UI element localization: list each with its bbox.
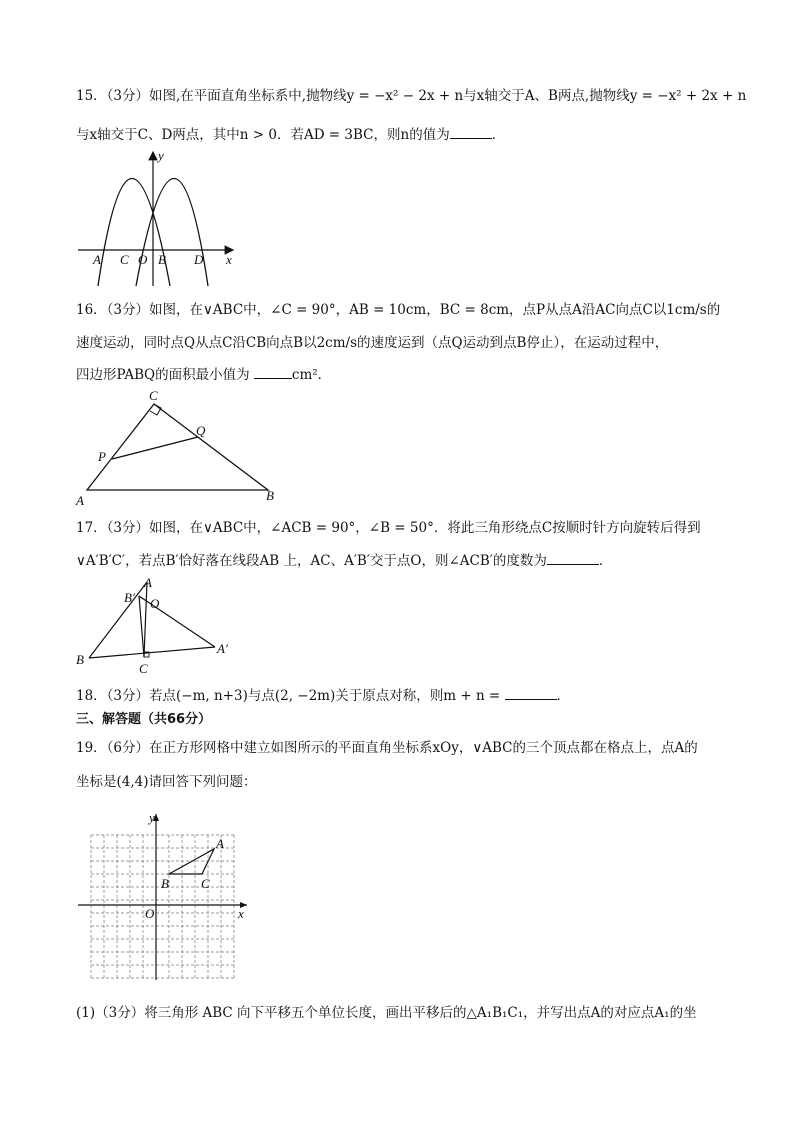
- fig15-label-A: A: [93, 252, 101, 267]
- q16-answer-blank: [254, 364, 292, 379]
- fig19-label-O: O: [145, 906, 155, 921]
- q18-prompt: 18．（3分）若点(−m, n+3)与点(2, −2m)关于原点对称，则m + n =: [76, 688, 501, 704]
- dashed-grid: [91, 835, 234, 978]
- fig15-label-B: B: [158, 252, 166, 267]
- fig16-label-Q: Q: [196, 423, 206, 438]
- fig15-label-O: O: [138, 252, 148, 267]
- segment-BC: [89, 647, 215, 658]
- fig19-label-A: A: [216, 836, 224, 851]
- segment-B1C: [139, 596, 144, 657]
- fig19-label-B: B: [161, 876, 169, 891]
- q16-text-line1: 16．（3分）如图，在∨ABC中，∠C = 90°，AB = 10cm，BC = 8cm，点P从点A沿AC向点C以1cm/s的: [76, 302, 721, 318]
- fig15-label-D: D: [194, 252, 204, 267]
- fig15-label-x: x: [226, 252, 232, 267]
- fig16-label-C: C: [149, 388, 158, 403]
- q15-text-line2: 与x轴交于C、D两点，其中n > 0．若AD = 3BC，则n的值为 ．: [76, 124, 505, 145]
- q19-text-line2: 坐标是(4,4)请回答下列问题：: [76, 774, 257, 790]
- fig16-label-A: A: [76, 493, 84, 506]
- fig17-label-B1: B′: [124, 590, 135, 605]
- q17-prompt: ∨A′B′C′，若点B′恰好落在线段AB 上，AC、A′B′交于点O，则∠ACB′的度数为: [76, 553, 547, 569]
- q17-rotation-figure: [70, 574, 240, 676]
- triangle-ABC: [87, 404, 268, 490]
- fig17-label-O: O: [150, 596, 160, 611]
- fig16-label-P: P: [98, 449, 106, 464]
- q16-unit: cm²．: [291, 367, 332, 383]
- q16-prompt: 四边形PABQ的面积最小值为: [76, 367, 250, 383]
- section-heading: 三、解答题（共66分）: [76, 712, 212, 727]
- q15-parabola-figure: [70, 146, 245, 291]
- q17-answer-blank: [547, 550, 599, 565]
- fig19-label-C: C: [201, 876, 210, 891]
- fig19-label-y: y: [149, 810, 155, 825]
- q19-grid-figure: [72, 808, 252, 988]
- q19-sub1-text: (1)（3分）将三角形 ABC 向下平移五个单位长度，画出平移后的△A₁B₁C₁，并写出点A的对应点A₁的坐: [76, 1005, 697, 1021]
- q15-answer-blank: [450, 124, 492, 139]
- fig17-label-A: A: [144, 575, 152, 590]
- fig17-label-C: C: [139, 661, 148, 676]
- triangle-ABC: [169, 849, 214, 874]
- q16-triangle-figure: [70, 386, 290, 506]
- q18-text: 18．（3分）若点(−m, n+3)与点(2, −2m)关于原点对称，则m + n = ．: [76, 685, 570, 706]
- segment-AC: [144, 582, 147, 657]
- q18-answer-blank: [505, 685, 557, 700]
- fig15-label-C: C: [120, 252, 129, 267]
- fig17-label-A1: A′: [217, 641, 228, 656]
- q17-text-line1: 17．（3分）如图，在∨ABC中，∠ACB = 90°，∠B = 50°．将此三角形绕点C按顺时针方向旋转后得到: [76, 520, 701, 536]
- q16-text-line3: [76, 364, 331, 385]
- fig19-label-x: x: [238, 906, 244, 921]
- fig16-label-B: B: [266, 488, 274, 503]
- q16-text-line2: 速度运动，同时点Q从点C沿CB向点B以2cm/s的速度运到（点Q运动到点B停止），在运动过程中，: [76, 335, 669, 351]
- q15-text-line1: 15．（3分）如图,在平面直角坐标系中,抛物线y = −x² − 2x + n与x轴交于A、B两点,抛物线y = −x² + 2x + n: [76, 88, 747, 104]
- fig17-label-B: B: [76, 652, 84, 667]
- q15-prompt: 与x轴交于C、D两点，其中n > 0．若AD = 3BC，则n的值为: [76, 127, 450, 143]
- fig15-label-y: y: [158, 148, 164, 163]
- q17-text-line2: ∨A′B′C′，若点B′恰好落在线段AB 上，AC、A′B′交于点O，则∠ACB′的度数为 ．: [76, 550, 612, 571]
- q19-text-line1: 19．（6分）在正方形网格中建立如图所示的平面直角坐标系xOy，∨ABC的三个顶点都在格点上，点A的: [76, 740, 698, 756]
- segment-AB: [89, 582, 147, 658]
